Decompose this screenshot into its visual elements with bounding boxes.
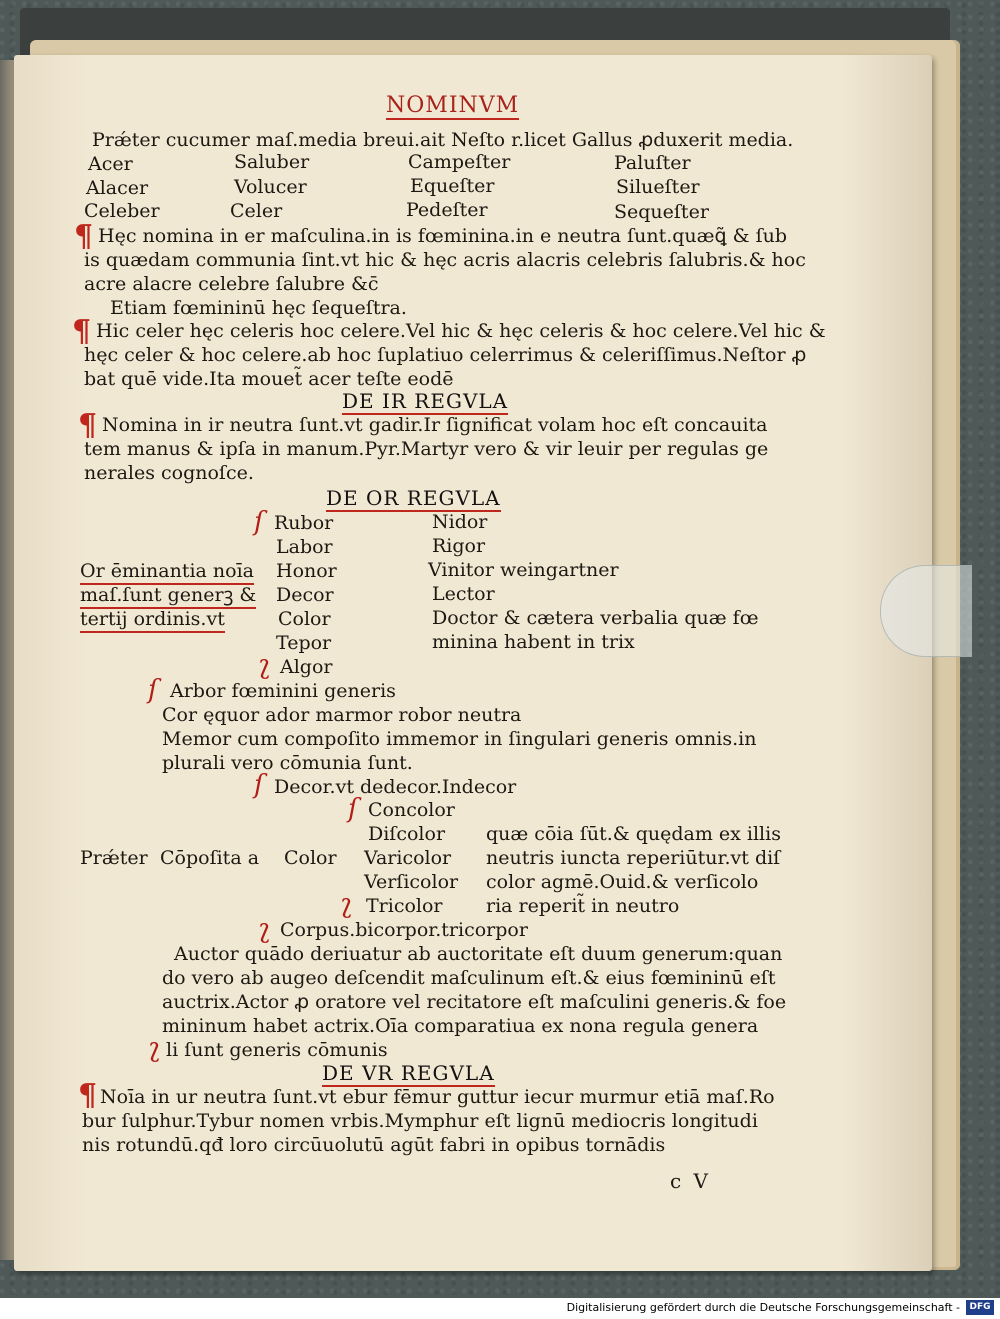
brace-mark: ſ xyxy=(254,770,264,800)
er-word: Silueſter xyxy=(616,176,700,198)
folio-number: c V xyxy=(670,1169,712,1193)
color-note: color agmē.Ouid.& verſicolo xyxy=(486,871,759,893)
text-line: Arbor fœminini generis xyxy=(170,680,396,702)
or-noun: Lector xyxy=(432,583,495,605)
brace-mark: ſ xyxy=(148,675,158,705)
or-side-note: tertij ordinis.vt xyxy=(80,607,225,633)
or-noun: Rigor xyxy=(432,535,486,557)
er-word: Alacer xyxy=(86,177,149,199)
er-word: Equeſter xyxy=(410,175,495,197)
dfg-logo: DFG xyxy=(966,1300,994,1315)
or-side-note: maſ.ſunt generꝫ & xyxy=(80,583,256,609)
or-noun: Decor xyxy=(276,584,334,606)
brace-mark: ſ xyxy=(348,794,358,824)
text-line: bur ſulphur.Tybur nomen vrbis.Mymphur eſt lignū mediocris longitudi xyxy=(82,1110,758,1132)
page-clip xyxy=(880,565,972,657)
text-line: hęc celer & hoc celere.ab hoc ſuplatiuo celerrimus & celeriſſimus.Neſtor ꝓ xyxy=(84,344,807,366)
er-word: Saluber xyxy=(234,151,310,173)
brace-mark: ſ xyxy=(254,507,264,537)
or-noun: Honor xyxy=(276,560,337,582)
text-line: nis rotundū.qđ loro circūuolutū agūt fabri in opibus tornādis xyxy=(82,1134,666,1156)
color-note: ria reperit̃ in neutro xyxy=(486,895,680,917)
color-compound: Varicolor xyxy=(364,847,452,869)
text-line: Corpus.bicorpor.tricorpor xyxy=(280,919,528,941)
or-noun: Tepor xyxy=(276,632,332,654)
preter-word: Prǽter xyxy=(80,847,148,869)
color-note: quæ cōia ſūt.& quędam ex illis xyxy=(486,823,781,845)
text-line: Etiam fœmininū hęc ſequeſtra. xyxy=(110,297,407,319)
text-line: Nomina in ir neutra ſunt.vt gadir.Ir ſignificat volam hoc eſt concauita xyxy=(102,414,768,436)
section-heading-ir: DE IR REGVLA xyxy=(342,389,509,413)
rubric-mark: ¶ xyxy=(74,219,94,254)
er-word: Celer xyxy=(230,200,283,222)
section-heading-ur: DE VR REGVLA xyxy=(322,1061,495,1085)
or-noun: Algor xyxy=(280,656,333,678)
text-line: mininum habet actrix.Oīa comparatiua ex nona regula genera xyxy=(162,1015,759,1037)
text-line: tem manus & ipſa in manum.Pyr.Martyr vero & vir leuir per regulas ge xyxy=(84,438,769,460)
or-noun: Nidor xyxy=(432,511,488,533)
text-line: plurali vero cōmunia ſunt. xyxy=(162,752,413,774)
brace-mark: ʅ xyxy=(340,889,353,919)
or-noun: Labor xyxy=(276,536,333,558)
er-word: Pedeſter xyxy=(406,199,488,221)
text-line: Hęc nomina in er maſculina.in is fœminina.in e neutra ſunt.quæꝗ̃ & ſub xyxy=(98,225,788,247)
rubric-mark: ¶ xyxy=(72,314,92,349)
or-noun: Color xyxy=(278,608,331,630)
book-page xyxy=(14,55,932,1271)
text-line: bat quē vide.Ita mouet̃ acer teſte eodē xyxy=(84,368,454,390)
footer-bar xyxy=(0,1298,1000,1319)
brace-mark: ʅ xyxy=(258,650,271,680)
rubric-mark: ¶ xyxy=(78,1078,98,1113)
text-line: nerales cognoſce. xyxy=(84,462,254,484)
er-word: Volucer xyxy=(234,176,307,198)
text-line: Cor ęquor ador marmor robor neutra xyxy=(162,704,522,726)
er-word: Celeber xyxy=(84,200,160,222)
color-word: Color xyxy=(284,847,337,869)
color-compound: Verſicolor xyxy=(364,871,459,893)
or-noun: Vinitor weingartner xyxy=(428,559,619,581)
running-head: NOMINVM xyxy=(386,93,520,118)
text-line: do vero ab augeo deſcendit maſculinum eſt.& eius fœmininū eſt xyxy=(162,967,776,989)
brace-mark: ʅ xyxy=(148,1033,161,1063)
or-noun: Doctor & cætera verbalia quæ fœ xyxy=(432,607,759,629)
text-line: acre alacre celebre ſalubre &c̄ xyxy=(84,273,379,295)
er-word: Acer xyxy=(88,153,133,175)
text-line: li ſunt generis cōmunis xyxy=(166,1039,388,1061)
color-compound: Concolor xyxy=(368,799,455,821)
color-compound: Diſcolor xyxy=(368,823,446,845)
text-line: Noīa in ur neutra ſunt.vt ebur fēmur guttur iecur murmur etiā maſ.Ro xyxy=(100,1086,775,1108)
text-line: auctrix.Actor ꝓ oratore vel recitatore eſt maſculini generis.& foe xyxy=(162,991,787,1013)
or-noun: minina habent in trix xyxy=(432,631,635,653)
color-note: neutris iuncta reperiūtur.vt diſ xyxy=(486,847,781,869)
text-line: Hic celer hęc celeris hoc celere.Vel hic & hęc celeris & hoc celere.Vel hic & xyxy=(96,320,826,342)
text-line: Memor cum compoſito immemor in ſingulari generis omnis.in xyxy=(162,728,757,750)
er-word: Paluſter xyxy=(614,152,691,174)
rubric-mark: ¶ xyxy=(78,408,98,443)
footer-text: Digitalisierung gefördert durch die Deutsche Forschungsgemeinschaft - xyxy=(566,1301,960,1314)
or-noun: Rubor xyxy=(274,512,334,534)
section-heading-or: DE OR REGVLA xyxy=(326,486,501,510)
composita-word: Cōpoſita a xyxy=(160,847,260,869)
color-compound: Tricolor xyxy=(366,895,443,917)
text-line: Decor.vt dedecor.Indecor xyxy=(274,776,517,798)
text-line-1: Prǽter cucumer maſ.media breui.ait Neſto r.licet Gallus ꝓduxerit media. xyxy=(92,129,794,151)
or-side-note: Or ēminantia noīa xyxy=(80,559,254,585)
text-line: Auctor quādo deriuatur ab auctoritate eſt duum generum:quan xyxy=(174,943,783,965)
er-word: Sequeſter xyxy=(614,201,709,223)
brace-mark: ʅ xyxy=(258,914,271,944)
text-line: is quædam communia ſint.vt hic & hęc acris alacris celebris ſalubris.& hoc xyxy=(84,249,806,271)
er-word: Campeſter xyxy=(408,151,511,173)
